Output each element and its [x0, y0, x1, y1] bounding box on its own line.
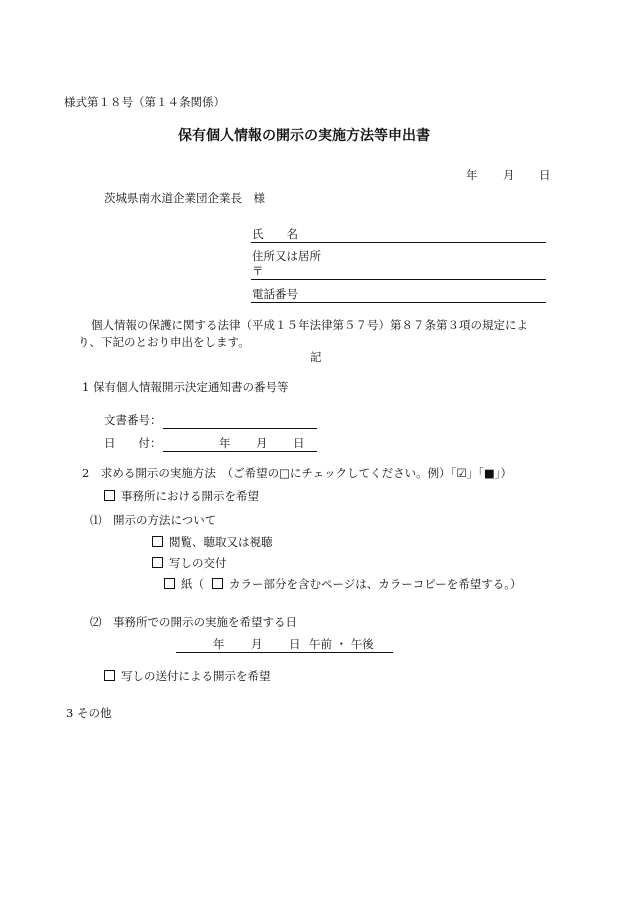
- notice-date-year: 年: [219, 436, 231, 450]
- addressee: 茨城県南水道企業団企業長 様: [104, 191, 265, 205]
- date-day: 日: [539, 168, 551, 182]
- section1-heading: 1 保有個人情報開示決定通知書の番号等: [82, 380, 289, 394]
- applicant-address-line[interactable]: [251, 279, 546, 280]
- date-heading: ⑵ 事務所での開示の実施を希望する日: [90, 615, 297, 629]
- notice-date-label: 日 付：: [104, 436, 162, 450]
- applicant-phone-line[interactable]: [251, 302, 546, 303]
- preferred-date-line[interactable]: [176, 652, 393, 653]
- applicant-address-label: 住所又は居所: [252, 249, 321, 263]
- mail-option-label: 写しの送付による開示を希望: [121, 669, 271, 683]
- applicant-name-label: 氏 名: [252, 227, 298, 241]
- mail-checkbox[interactable]: [104, 670, 115, 681]
- copy-option[interactable]: [152, 557, 227, 571]
- intro-text-line1: 個人情報の保護に関する法律（平成１５年法律第５７号）第８７条第３項の規定によ: [91, 318, 528, 332]
- preferred-date-year: 年: [213, 637, 225, 651]
- date-month: 月: [503, 168, 515, 182]
- notice-date-month: 月: [256, 436, 268, 450]
- view-option[interactable]: [152, 536, 273, 550]
- office-checkbox[interactable]: [104, 490, 115, 501]
- page-title: 保有個人情報の開示の実施方法等申出書: [178, 128, 430, 144]
- applicant-phone-label: 電話番号: [252, 287, 298, 301]
- doc-number-line[interactable]: [163, 428, 317, 429]
- method-heading: ⑴ 開示の方法について: [90, 513, 217, 527]
- office-option[interactable]: [104, 490, 259, 504]
- postal-mark: 〒: [252, 264, 264, 278]
- preferred-date-month: 月: [251, 637, 263, 651]
- mail-option[interactable]: [104, 670, 271, 684]
- preferred-date-day: 日: [289, 637, 301, 651]
- applicant-name-line[interactable]: [251, 242, 546, 243]
- notice-date-line[interactable]: [163, 451, 317, 452]
- ki-heading: 記: [310, 350, 322, 364]
- notice-date-day: 日: [293, 436, 305, 450]
- am-pm[interactable]: 午前 ・ 午後: [309, 637, 374, 651]
- color-option-label: カラー部分を含むページは、カラーコピーを希望する。）: [229, 577, 522, 591]
- paper-option-label: 紙（: [181, 577, 204, 591]
- view-option-label: 閲覧、聴取又は視聴: [169, 535, 273, 549]
- paper-checkbox[interactable]: [164, 578, 175, 589]
- section3-heading: 3 その他: [66, 706, 112, 720]
- doc-number-label: 文書番号：: [104, 413, 162, 427]
- intro-text-line2: り、下記のとおり申出をします。: [78, 335, 250, 349]
- copy-option-label: 写しの交付: [169, 556, 227, 570]
- copy-checkbox[interactable]: [152, 557, 163, 568]
- paper-option[interactable]: [164, 578, 522, 592]
- color-checkbox[interactable]: [212, 578, 223, 589]
- section2-heading: 2 求める開示の実施方法 （ご希望の□にチェックしてください。例）「☑」「■」）: [82, 466, 513, 480]
- date-year: 年: [466, 168, 478, 182]
- office-option-label: 事務所における開示を希望: [121, 489, 259, 503]
- view-checkbox[interactable]: [152, 536, 163, 547]
- form-number: 様式第１８号（第１４条関係）: [64, 95, 225, 109]
